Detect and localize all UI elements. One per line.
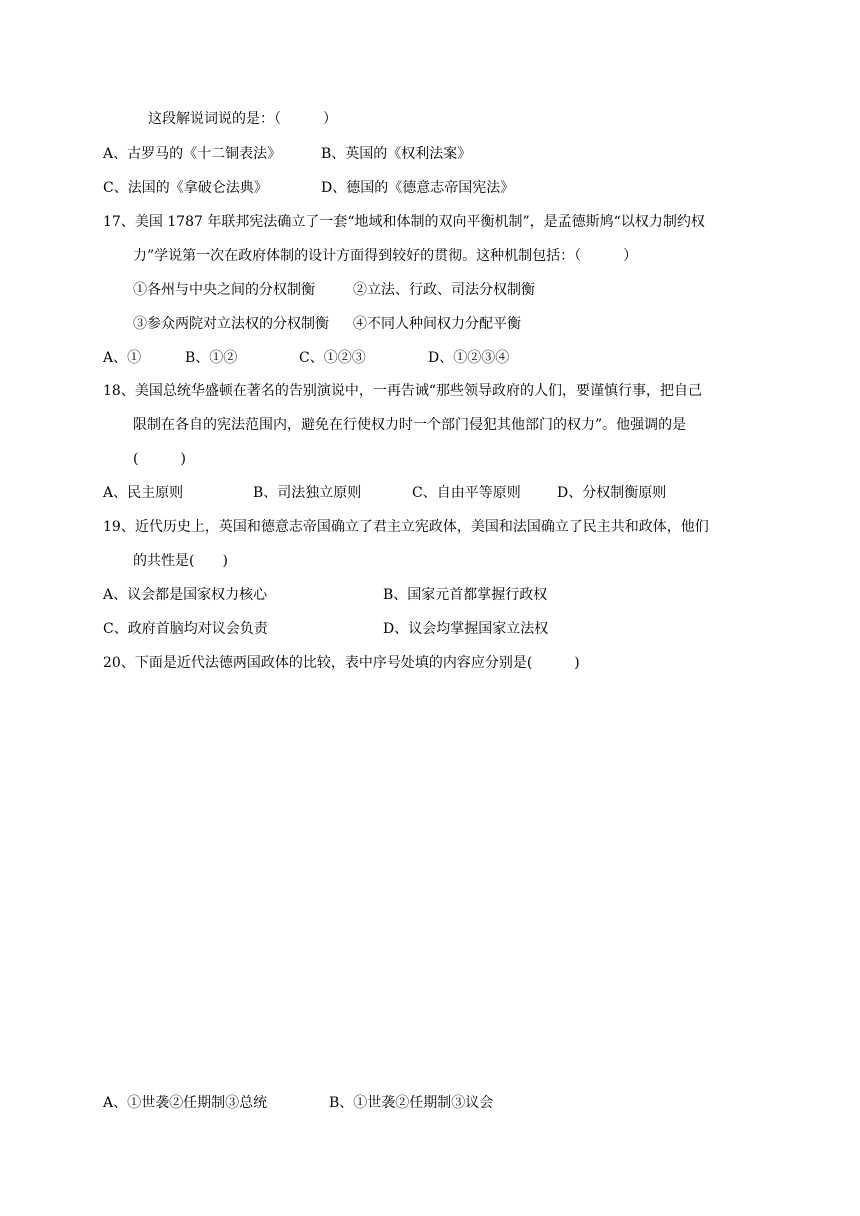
q18-option-d[interactable]: D、分权制衡原则 [557,485,667,501]
q19-options-row1 [103,585,803,605]
q19-stem-line1: 19、近代历史上，英国和德意志帝国确立了君主立宪政体，美国和法国确立了民主共和政体，他们 [103,519,709,535]
q18-options [103,483,803,503]
q19-option-b[interactable]: B、国家元首都掌握行政权 [383,587,548,603]
q17-item-4: ④不同人种间权力分配平衡 [353,316,521,332]
q16-option-a[interactable]: A、古罗马的《十二铜表法》 [103,146,282,162]
q19-option-c[interactable]: C、政府首脑均对议会负责 [103,621,268,637]
q17-option-b[interactable]: B、①② [185,350,238,366]
q19-options-row2 [103,619,803,639]
q18-option-a[interactable]: A、民主原则 [103,485,184,501]
q16-option-d[interactable]: D、德国的《德意志帝国宪法》 [321,180,515,196]
q17-item-2: ②立法、行政、司法分权制衡 [353,282,535,298]
q17-item-3: ③参众两院对立法权的分权制衡 [133,316,329,332]
q17-items-row1 [133,280,793,300]
q18-stem-line3: ( ) [133,451,186,467]
q18-option-b[interactable]: B、司法独立原则 [253,485,362,501]
q17-stem-line1: 17、美国 1787 年联邦宪法确立了一套“地域和体制的双向平衡机制”，是孟德斯鸠“以权力制约权 [103,214,705,230]
q19-option-d[interactable]: D、议会均掌握国家立法权 [383,621,549,637]
q19-stem-line2: 的共性是( ) [133,553,228,569]
q17-option-d[interactable]: D、①②③④ [428,350,510,366]
q16-option-b[interactable]: B、英国的《权利法案》 [321,146,472,162]
q17-items-row2 [133,314,793,334]
q16-options-row2 [103,178,803,198]
q20-stem: 20、下面是近代法德两国政体的比较，表中序号处填的内容应分别是( ) [103,655,580,671]
q18-option-c[interactable]: C、自由平等原则 [412,485,521,501]
q20-option-b[interactable]: B、①世袭②任期制③议会 [329,1095,494,1111]
q17-item-1: ①各州与中央之间的分权制衡 [133,282,315,298]
q20-option-a[interactable]: A、①世袭②任期制③总统 [103,1095,268,1111]
q18-stem-line1: 18、美国总统华盛顿在著名的告别演说中，一再告诫“那些领导政府的人们，要谨慎行事，把自己 [103,383,702,399]
q16-options-row1 [103,144,803,164]
q17-options [103,348,803,368]
q20-options [103,1093,803,1113]
q16-stem-tail: 这段解说词说的是：（ ） [148,111,337,127]
q17-option-c[interactable]: C、①②③ [299,350,366,366]
q18-stem-line2: 限制在各自的宪法范围内，避免在行使权力时一个部门侵犯其他部门的权力”。他强调的是 [133,417,687,433]
q16-option-c[interactable]: C、法国的《拿破仑法典》 [103,180,268,196]
q17-stem-line2: 力”学说第一次在政府体制的设计方面得到较好的贯彻。这种机制包括：（ ） [133,248,638,264]
q19-option-a[interactable]: A、议会都是国家权力核心 [103,587,268,603]
q17-option-a[interactable]: A、① [103,350,142,366]
